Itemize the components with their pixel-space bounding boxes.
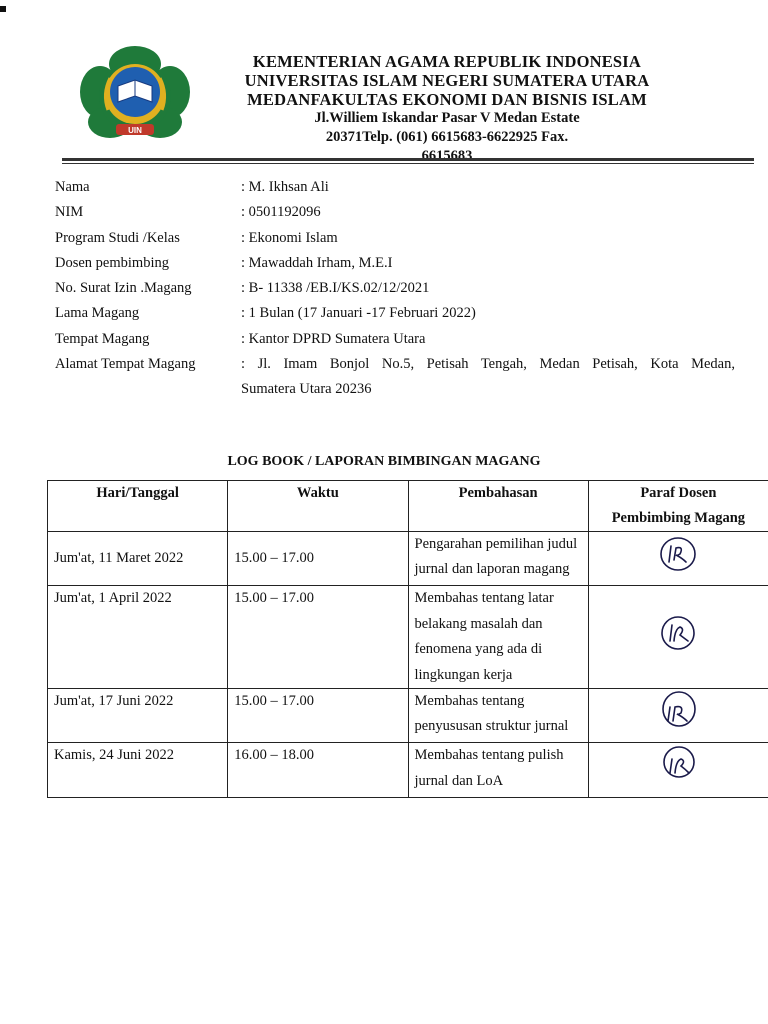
cell-topic: Membahas tentang latar belakang masalah dan fenomena yang ada di lingkungan kerja bbox=[408, 586, 588, 689]
cell-time: 15.00 – 17.00 bbox=[228, 689, 408, 743]
header-signature-line1: Paraf Dosen bbox=[640, 485, 717, 501]
university-name: UNIVERSITAS ISLAM NEGERI SUMATERA UTARA bbox=[244, 71, 650, 90]
letterhead-text bbox=[212, 52, 682, 166]
logo-lettering: UIN bbox=[128, 126, 142, 135]
cell-signature bbox=[588, 743, 768, 797]
log-book-title: LOG BOOK / LAPORAN BIMBINGAN MAGANG bbox=[227, 454, 541, 469]
table-row bbox=[48, 532, 768, 586]
info-label: No. Surat Izin .Magang bbox=[55, 280, 192, 297]
university-logo bbox=[78, 44, 192, 140]
address-line: Jl.Williem Iskandar Pasar V Medan Estate bbox=[314, 110, 580, 126]
student-info bbox=[55, 176, 735, 403]
info-row-nim bbox=[55, 201, 735, 226]
header-date: Hari/Tanggal bbox=[48, 481, 228, 532]
info-row-program bbox=[55, 227, 735, 252]
letterhead-rule-thick bbox=[62, 158, 754, 161]
info-value: : B- 11338 /EB.I/KS.02/12/2021 bbox=[241, 280, 430, 297]
cell-date: Kamis, 24 Juni 2022 bbox=[48, 743, 228, 797]
cell-topic: Membahas tentang pulish jurnal dan LoA bbox=[408, 743, 588, 797]
info-row-address bbox=[55, 353, 735, 403]
info-row-nama bbox=[55, 176, 735, 201]
info-value: : Ekonomi Islam bbox=[241, 229, 338, 246]
info-label: Nama bbox=[55, 179, 90, 195]
cell-time: 15.00 – 17.00 bbox=[228, 586, 408, 689]
info-value: : M. Ikhsan Ali bbox=[241, 179, 329, 195]
header-topic: Pembahasan bbox=[408, 481, 588, 532]
info-value: : 0501192096 bbox=[241, 204, 321, 221]
info-row-place bbox=[55, 328, 735, 353]
signature-initials bbox=[650, 611, 706, 655]
info-value-continued: Sumatera Utara 20236 bbox=[241, 381, 372, 398]
table-row bbox=[48, 586, 768, 689]
ministry-name: KEMENTERIAN AGAMA REPUBLIK INDONESIA bbox=[252, 52, 642, 71]
faculty-name: MEDANFAKULTAS EKONOMI DAN BISNIS ISLAM bbox=[247, 90, 647, 109]
info-label: Lama Magang bbox=[55, 305, 140, 322]
cell-signature bbox=[588, 586, 768, 689]
cell-date: Jum'at, 1 April 2022 bbox=[48, 586, 228, 689]
header-signature bbox=[588, 481, 768, 532]
cell-topic: Pengarahan pemilihan judul jurnal dan laporan magang bbox=[408, 532, 588, 586]
fax-line: 6615683 bbox=[421, 148, 473, 164]
table-header-row bbox=[48, 481, 768, 532]
scan-mark bbox=[0, 6, 6, 12]
table-row bbox=[48, 689, 768, 743]
cell-time: 15.00 – 17.00 bbox=[228, 532, 408, 586]
signature-initials bbox=[650, 532, 706, 576]
info-label: Dosen pembimbing bbox=[55, 254, 169, 271]
signature-initials bbox=[650, 743, 706, 787]
header-time: Waktu bbox=[228, 481, 408, 532]
cell-time: 16.00 – 18.00 bbox=[228, 743, 408, 797]
cell-signature bbox=[588, 689, 768, 743]
info-label: Program Studi /Kelas bbox=[55, 229, 180, 246]
phone-line: 20371Telp. (061) 6615683-6622925 Fax. bbox=[325, 129, 569, 145]
info-value: : Kantor DPRD Sumatera Utara bbox=[241, 330, 426, 347]
cell-date: Jum'at, 17 Juni 2022 bbox=[48, 689, 228, 743]
header-signature-line2: Pembimbing Magang bbox=[611, 510, 746, 526]
info-value: : 1 Bulan (17 Januari -17 Februari 2022) bbox=[241, 305, 476, 322]
info-value: : Mawaddah Irham, M.E.I bbox=[241, 254, 393, 271]
info-row-duration bbox=[55, 302, 735, 327]
info-label: Tempat Magang bbox=[55, 330, 150, 347]
signature-initials bbox=[650, 689, 706, 733]
cell-topic: Membahas tentang penyususan struktur jurnal bbox=[408, 689, 588, 743]
log-book-table bbox=[47, 480, 768, 798]
info-row-supervisor bbox=[55, 252, 735, 277]
info-value: : Jl. Imam Bonjol No.5, Petisah Tengah, Medan Petisah, Kota Medan, bbox=[241, 356, 735, 373]
table-row bbox=[48, 743, 768, 797]
cell-signature bbox=[588, 532, 768, 586]
cell-date: Jum'at, 11 Maret 2022 bbox=[48, 532, 228, 586]
info-label: Alamat Tempat Magang bbox=[55, 356, 196, 373]
info-row-permit-number bbox=[55, 277, 735, 302]
info-label: NIM bbox=[55, 204, 84, 221]
letterhead-rule-thin bbox=[62, 163, 754, 164]
